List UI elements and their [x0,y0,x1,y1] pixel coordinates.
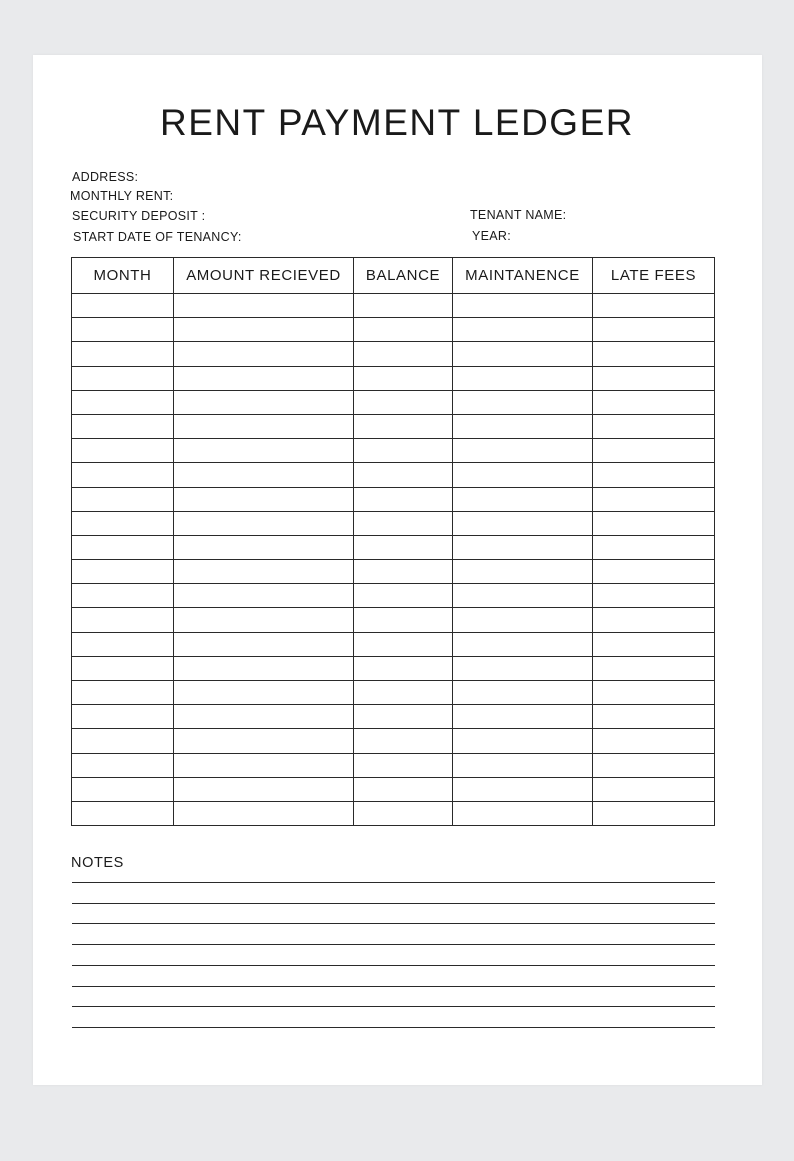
table-row [72,535,715,559]
table-cell[interactable] [354,777,453,801]
notes-line[interactable] [72,944,715,945]
table-cell[interactable] [593,656,715,680]
table-row [72,584,715,608]
table-cell[interactable] [453,608,593,632]
table-cell[interactable] [453,511,593,535]
ledger-table [71,257,715,826]
table-cell[interactable] [593,463,715,487]
table-cell[interactable] [593,608,715,632]
header-maintenance: MAINTANENCE [453,258,593,294]
table-row [72,608,715,632]
table-cell[interactable] [72,366,174,390]
table-cell[interactable] [453,681,593,705]
table-cell[interactable] [72,342,174,366]
notes-line[interactable] [72,1006,715,1007]
header-late-fees: LATE FEES [593,258,715,294]
table-cell[interactable] [174,656,354,680]
ledger-body [72,294,715,826]
table-cell[interactable] [72,705,174,729]
table-row [72,560,715,584]
table-row [72,342,715,366]
table-cell[interactable] [174,414,354,438]
table-cell[interactable] [593,729,715,753]
table-cell[interactable] [174,560,354,584]
table-cell[interactable] [72,535,174,559]
table-cell[interactable] [174,777,354,801]
table-cell[interactable] [354,801,453,825]
table-cell[interactable] [174,729,354,753]
table-cell[interactable] [174,535,354,559]
table-row [72,729,715,753]
address-field-label: ADDRESS: [72,170,139,184]
table-cell[interactable] [453,318,593,342]
table-cell[interactable] [593,584,715,608]
table-cell[interactable] [593,511,715,535]
table-cell[interactable] [354,318,453,342]
table-cell[interactable] [354,535,453,559]
table-cell[interactable] [354,632,453,656]
table-cell[interactable] [453,439,593,463]
table-cell[interactable] [453,294,593,318]
notes-line[interactable] [72,923,715,924]
table-cell[interactable] [593,390,715,414]
table-cell[interactable] [354,294,453,318]
table-row [72,681,715,705]
table-cell[interactable] [174,608,354,632]
table-cell[interactable] [354,729,453,753]
table-cell[interactable] [72,753,174,777]
table-cell[interactable] [593,414,715,438]
table-row [72,777,715,801]
table-cell[interactable] [174,463,354,487]
table-cell[interactable] [174,487,354,511]
table-cell[interactable] [174,632,354,656]
table-cell[interactable] [593,487,715,511]
table-row [72,487,715,511]
table-cell[interactable] [174,318,354,342]
table-cell[interactable] [72,560,174,584]
table-cell[interactable] [453,366,593,390]
table-cell[interactable] [453,414,593,438]
table-row [72,366,715,390]
table-cell[interactable] [174,681,354,705]
table-cell[interactable] [593,753,715,777]
table-cell[interactable] [354,414,453,438]
table-row [72,390,715,414]
table-cell[interactable] [453,560,593,584]
table-cell[interactable] [453,801,593,825]
table-cell[interactable] [354,463,453,487]
header-balance: BALANCE [354,258,453,294]
table-cell[interactable] [72,511,174,535]
table-row [72,801,715,825]
table-cell[interactable] [174,753,354,777]
table-cell[interactable] [593,535,715,559]
table-cell[interactable] [354,366,453,390]
table-cell[interactable] [354,390,453,414]
tenant-name-field-label: TENANT NAME: [470,208,567,222]
table-cell[interactable] [593,366,715,390]
table-cell[interactable] [72,777,174,801]
table-row [72,511,715,535]
table-cell[interactable] [72,681,174,705]
table-cell[interactable] [453,705,593,729]
table-cell[interactable] [72,463,174,487]
notes-line[interactable] [72,986,715,987]
page-title: RENT PAYMENT LEDGER [160,102,634,143]
table-cell[interactable] [453,656,593,680]
table-cell[interactable] [453,487,593,511]
table-cell[interactable] [72,487,174,511]
table-cell[interactable] [354,487,453,511]
table-cell[interactable] [174,801,354,825]
start-date-field-label: START DATE OF TENANCY: [73,230,242,244]
table-cell[interactable] [593,294,715,318]
table-cell[interactable] [72,439,174,463]
table-cell[interactable] [593,777,715,801]
table-cell[interactable] [354,560,453,584]
table-cell[interactable] [354,511,453,535]
table-cell[interactable] [354,439,453,463]
header-month: MONTH [72,258,174,294]
security-deposit-field-label: SECURITY DEPOSIT : [72,209,206,223]
table-cell[interactable] [453,390,593,414]
table-cell[interactable] [354,681,453,705]
table-cell[interactable] [593,801,715,825]
table-cell[interactable] [453,584,593,608]
table-cell[interactable] [453,753,593,777]
table-cell[interactable] [72,632,174,656]
table-cell[interactable] [453,535,593,559]
table-cell[interactable] [593,681,715,705]
table-row [72,656,715,680]
table-row [72,632,715,656]
table-cell[interactable] [354,753,453,777]
table-row [72,753,715,777]
table-cell[interactable] [354,584,453,608]
table-cell[interactable] [453,729,593,753]
ledger-header-row [72,258,715,294]
notes-label: NOTES [71,855,124,871]
table-cell[interactable] [453,342,593,366]
table-row [72,705,715,729]
table-cell[interactable] [593,318,715,342]
table-cell[interactable] [174,511,354,535]
table-cell[interactable] [72,414,174,438]
table-cell[interactable] [354,342,453,366]
table-cell[interactable] [593,439,715,463]
table-cell[interactable] [72,608,174,632]
notes-line[interactable] [72,903,715,904]
notes-line[interactable] [72,965,715,966]
table-cell[interactable] [72,729,174,753]
table-row [72,414,715,438]
table-cell[interactable] [354,656,453,680]
table-cell[interactable] [354,705,453,729]
table-cell[interactable] [72,801,174,825]
table-cell[interactable] [72,318,174,342]
table-cell[interactable] [453,777,593,801]
table-cell[interactable] [174,390,354,414]
table-cell[interactable] [72,294,174,318]
table-cell[interactable] [174,294,354,318]
header-amount-received: AMOUNT RECIEVED [174,258,354,294]
table-row [72,318,715,342]
table-cell[interactable] [174,584,354,608]
table-cell[interactable] [593,560,715,584]
table-cell[interactable] [174,439,354,463]
table-cell[interactable] [72,656,174,680]
table-cell[interactable] [72,390,174,414]
table-cell[interactable] [593,705,715,729]
table-cell[interactable] [453,632,593,656]
notes-line[interactable] [72,882,715,883]
table-cell[interactable] [174,705,354,729]
table-cell[interactable] [453,463,593,487]
table-cell[interactable] [72,584,174,608]
table-cell[interactable] [593,632,715,656]
table-cell[interactable] [174,342,354,366]
year-field-label: YEAR: [472,229,512,243]
table-row [72,294,715,318]
table-row [72,463,715,487]
monthly-rent-field-label: MONTHLY RENT: [70,189,174,203]
table-cell[interactable] [354,608,453,632]
table-cell[interactable] [593,342,715,366]
table-cell[interactable] [174,366,354,390]
table-row [72,439,715,463]
notes-line[interactable] [72,1027,715,1028]
